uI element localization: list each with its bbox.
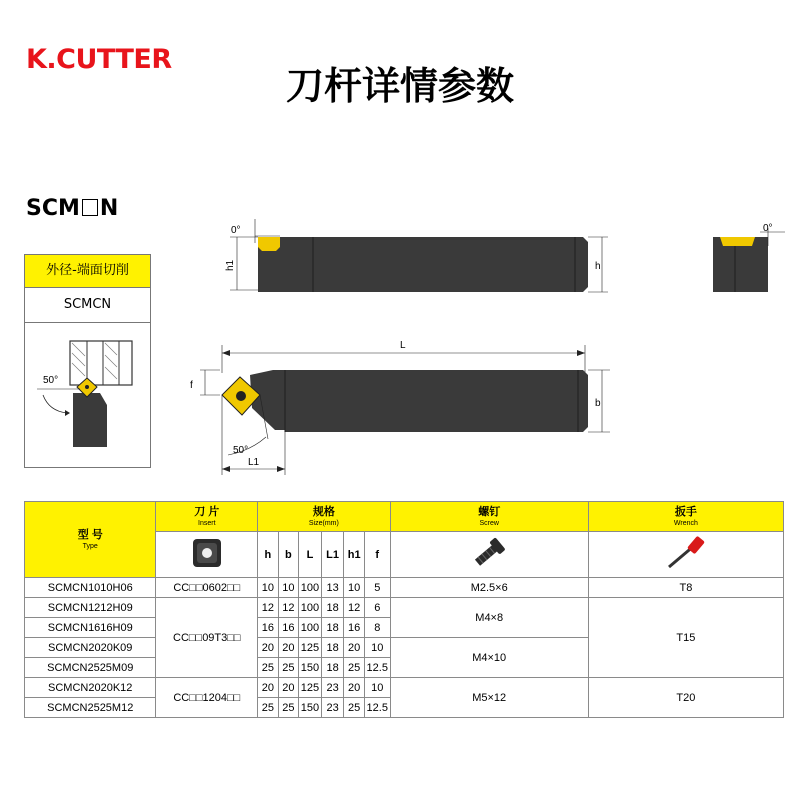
h1-cell: 20 (344, 638, 365, 658)
shank-side (258, 237, 588, 292)
b-cell: 20 (278, 638, 299, 658)
wrench-cell: T8 (588, 578, 783, 598)
table-row (25, 598, 784, 618)
h-cell: 20 (258, 678, 279, 698)
operation-category: 外径-端面切削 (25, 255, 150, 288)
L-label: L (400, 340, 406, 351)
shank-plan (285, 370, 588, 432)
wrench-header: 扳手 Wrench (588, 502, 783, 532)
wrench-icon (661, 533, 711, 573)
tool-end-view (700, 210, 790, 300)
f-cell: 10 (364, 638, 390, 658)
h-cell: 20 (258, 638, 279, 658)
card-angle-label: 50° (43, 375, 59, 386)
wrench-cell: T15 (588, 598, 783, 678)
dim-header-h: h (258, 532, 279, 578)
h-cell: 25 (258, 658, 279, 678)
screw-image-cell (390, 532, 588, 578)
screw-cell: M4×8 (390, 598, 588, 638)
L-cell: 125 (299, 638, 322, 658)
type-cell: SCMCN1010H06 (25, 578, 156, 598)
f-cell: 12.5 (364, 658, 390, 678)
b-cell: 25 (278, 698, 299, 718)
L1-cell: 18 (321, 618, 344, 638)
placeholder-box (82, 199, 98, 216)
insert-icon (187, 533, 227, 573)
tool-plan-view (180, 333, 610, 483)
type-cell: SCMCN2525M09 (25, 658, 156, 678)
operation-illustration (25, 323, 150, 467)
L1-cell: 18 (321, 598, 344, 618)
insert-end-icon (720, 237, 755, 246)
wrench-image-cell (588, 532, 783, 578)
h-cell: 16 (258, 618, 279, 638)
h1-cell: 10 (344, 578, 365, 598)
f-cell: 12.5 (364, 698, 390, 718)
type-cell: SCMCN2525M12 (25, 698, 156, 718)
type-cell: SCMCN1212H09 (25, 598, 156, 618)
f-cell: 8 (364, 618, 390, 638)
b-cell: 12 (278, 598, 299, 618)
h-cell: 12 (258, 598, 279, 618)
h1-cell: 20 (344, 678, 365, 698)
model-suffix: N (99, 196, 119, 221)
insert-cell: CC□□0602□□ (156, 578, 258, 598)
tool-top-view (200, 205, 620, 300)
f-cell: 10 (364, 678, 390, 698)
L-cell: 100 (299, 618, 322, 638)
model-prefix: SCM (26, 196, 80, 221)
workpiece (70, 341, 132, 385)
h1-cell: 12 (344, 598, 365, 618)
f-cell: 6 (364, 598, 390, 618)
spec-table (24, 501, 784, 718)
L-cell: 150 (299, 658, 322, 678)
wrench-cell: T20 (588, 678, 783, 718)
dim-header-L: L (299, 532, 322, 578)
insert-cell: CC□□09T3□□ (156, 598, 258, 678)
L1-cell: 23 (321, 678, 344, 698)
h-cell: 10 (258, 578, 279, 598)
L1-cell: 23 (321, 698, 344, 718)
dim-header-h1: h1 (344, 532, 365, 578)
type-cell: SCMCN2020K09 (25, 638, 156, 658)
type-cell: SCMCN1616H09 (25, 618, 156, 638)
dim-header-L1: L1 (321, 532, 344, 578)
L1-cell: 18 (321, 658, 344, 678)
insert-top-icon (258, 237, 280, 251)
L1-label: L1 (248, 457, 260, 468)
insert-image-cell (156, 532, 258, 578)
b-cell: 20 (278, 678, 299, 698)
table-row (25, 678, 784, 698)
f-label: f (190, 380, 193, 391)
table-row (25, 578, 784, 598)
screw-icon (464, 533, 514, 573)
insert-cell: CC□□1204□□ (156, 678, 258, 718)
b-cell: 25 (278, 658, 299, 678)
L1-cell: 18 (321, 638, 344, 658)
h1-cell: 25 (344, 658, 365, 678)
h-cell: 25 (258, 698, 279, 718)
L-cell: 100 (299, 578, 322, 598)
size-header: 规格 Size(mm) (258, 502, 390, 532)
b-cell: 16 (278, 618, 299, 638)
brand-logo: K.CUTTER (26, 44, 172, 75)
L-cell: 150 (299, 698, 322, 718)
screw-cell: M5×12 (390, 678, 588, 718)
operation-card (24, 254, 151, 468)
h1-cell: 25 (344, 698, 365, 718)
f-cell: 5 (364, 578, 390, 598)
L-cell: 100 (299, 598, 322, 618)
screw-cell: M2.5×6 (390, 578, 588, 598)
L-cell: 125 (299, 678, 322, 698)
plan-angle-label: 50° (233, 445, 249, 456)
page-title: 刀杆详情参数 (285, 64, 514, 108)
dim-header-b: b (278, 532, 299, 578)
type-header: 型 号 Type (25, 502, 156, 578)
top-angle-label: 0° (231, 225, 241, 236)
dim-header-f: f (364, 532, 390, 578)
model-code (26, 196, 118, 221)
h-label: h (595, 261, 601, 272)
b-label: b (595, 398, 601, 409)
screw-header: 螺钉 Screw (390, 502, 588, 532)
screw-cell: M4×10 (390, 638, 588, 678)
b-cell: 10 (278, 578, 299, 598)
h1-cell: 16 (344, 618, 365, 638)
operation-code: SCMCN (25, 288, 150, 323)
insert-header: 刀 片 Insert (156, 502, 258, 532)
L1-cell: 13 (321, 578, 344, 598)
type-cell: SCMCN2020K12 (25, 678, 156, 698)
end-angle-label: 0° (763, 223, 773, 234)
holder-body (73, 393, 107, 447)
h1-label: h1 (225, 259, 236, 271)
